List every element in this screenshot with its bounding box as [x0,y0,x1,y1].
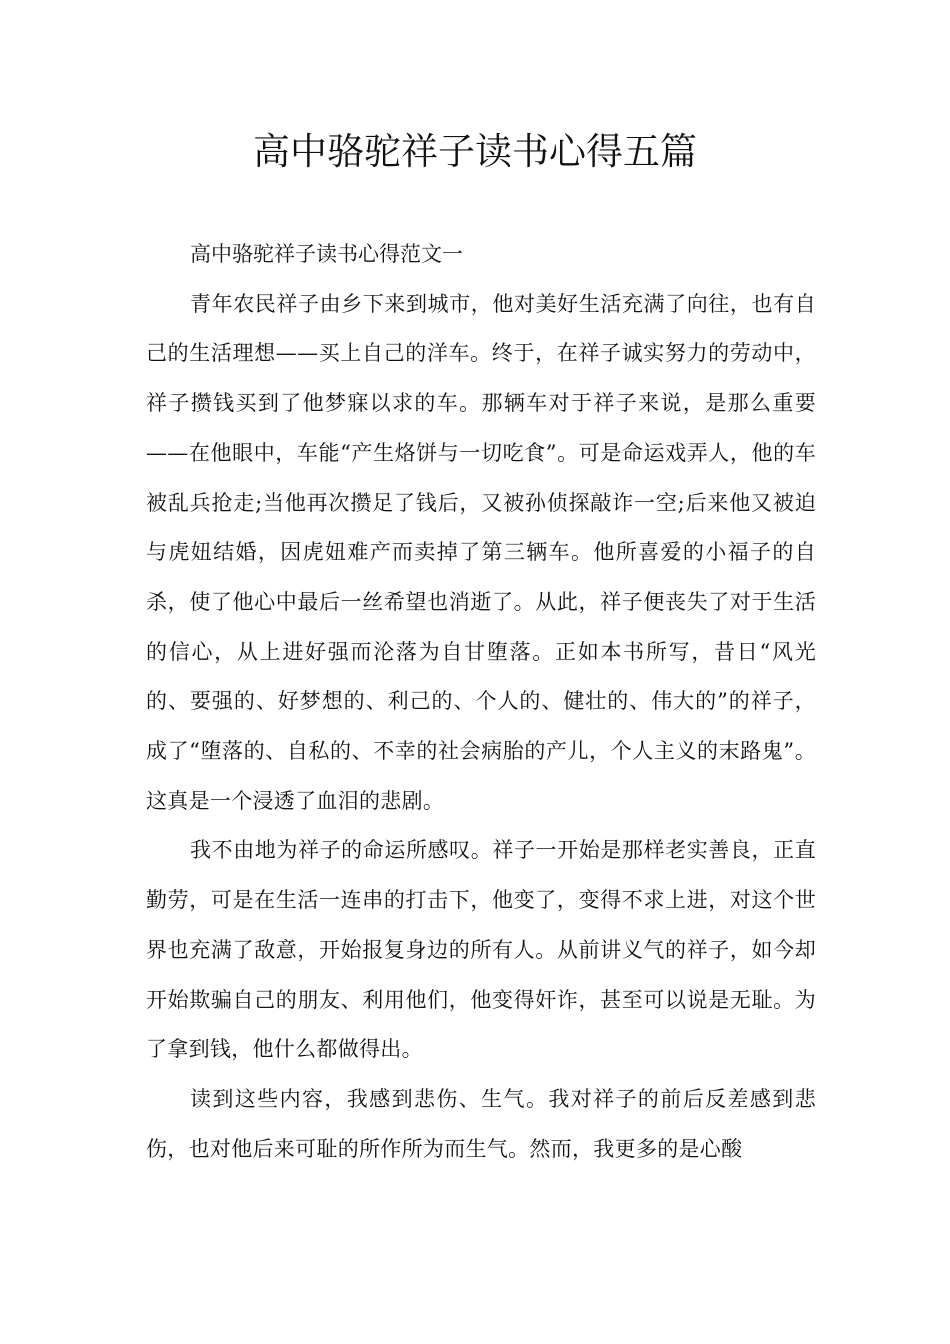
paragraph-2: 我不由地为祥子的命运所感叹。祥子一开始是那样老实善良，正直勤劳，可是在生活一连串的打击下，他变了，变得不求上进，对这个世界也充满了敌意，开始报复身边的所有人。从前讲义气的祥子，如今却开始欺骗自己的朋友、利用他们，他变得奸诈，甚至可以说是无耻。为了拿到钱，他什么都做得出。 [146,838,816,1062]
document-title: 高中骆驼祥子读书心得五篇 [253,130,697,173]
section-heading: 高中骆驼祥子读书心得范文一 [190,242,463,266]
document-body [146,230,816,1174]
paragraph-3: 读到这些内容，我感到悲伤、生气。我对祥子的前后反差感到悲伤，也对他后来可耻的所作所为而生气。然而，我更多的是心酸 [146,1086,816,1161]
paragraph-1: 青年农民祥子由乡下来到城市，他对美好生活充满了向往，也有自己的生活理想——买上自己的洋车。终于，在祥子诚实努力的劳动中，祥子攒钱买到了他梦寐以求的车。那辆车对于祥子来说，是那么重要——在他眼中，车能“产生烙饼与一切吃食”。可是命运戏弄人，他的车被乱兵抢走;当他再次攒足了钱后，又被孙侦探敲诈一空;后来他又被迫与虎妞结婚，因虎妞难产而卖掉了第三辆车。他所喜爱的小福子的自杀，使了他心中最后一丝希望也消逝了。从此，祥子便丧失了对于生活的信心，从上进好强而沦落为自甘堕落。正如本书所写，昔日“风光的、要强的、好梦想的、利己的、个人的、健壮的、伟大的”的祥子，成了“堕落的、自私的、不幸的社会病胎的产儿，个人主义的末路鬼”。这真是一个浸透了血泪的悲剧。 [146,291,816,813]
